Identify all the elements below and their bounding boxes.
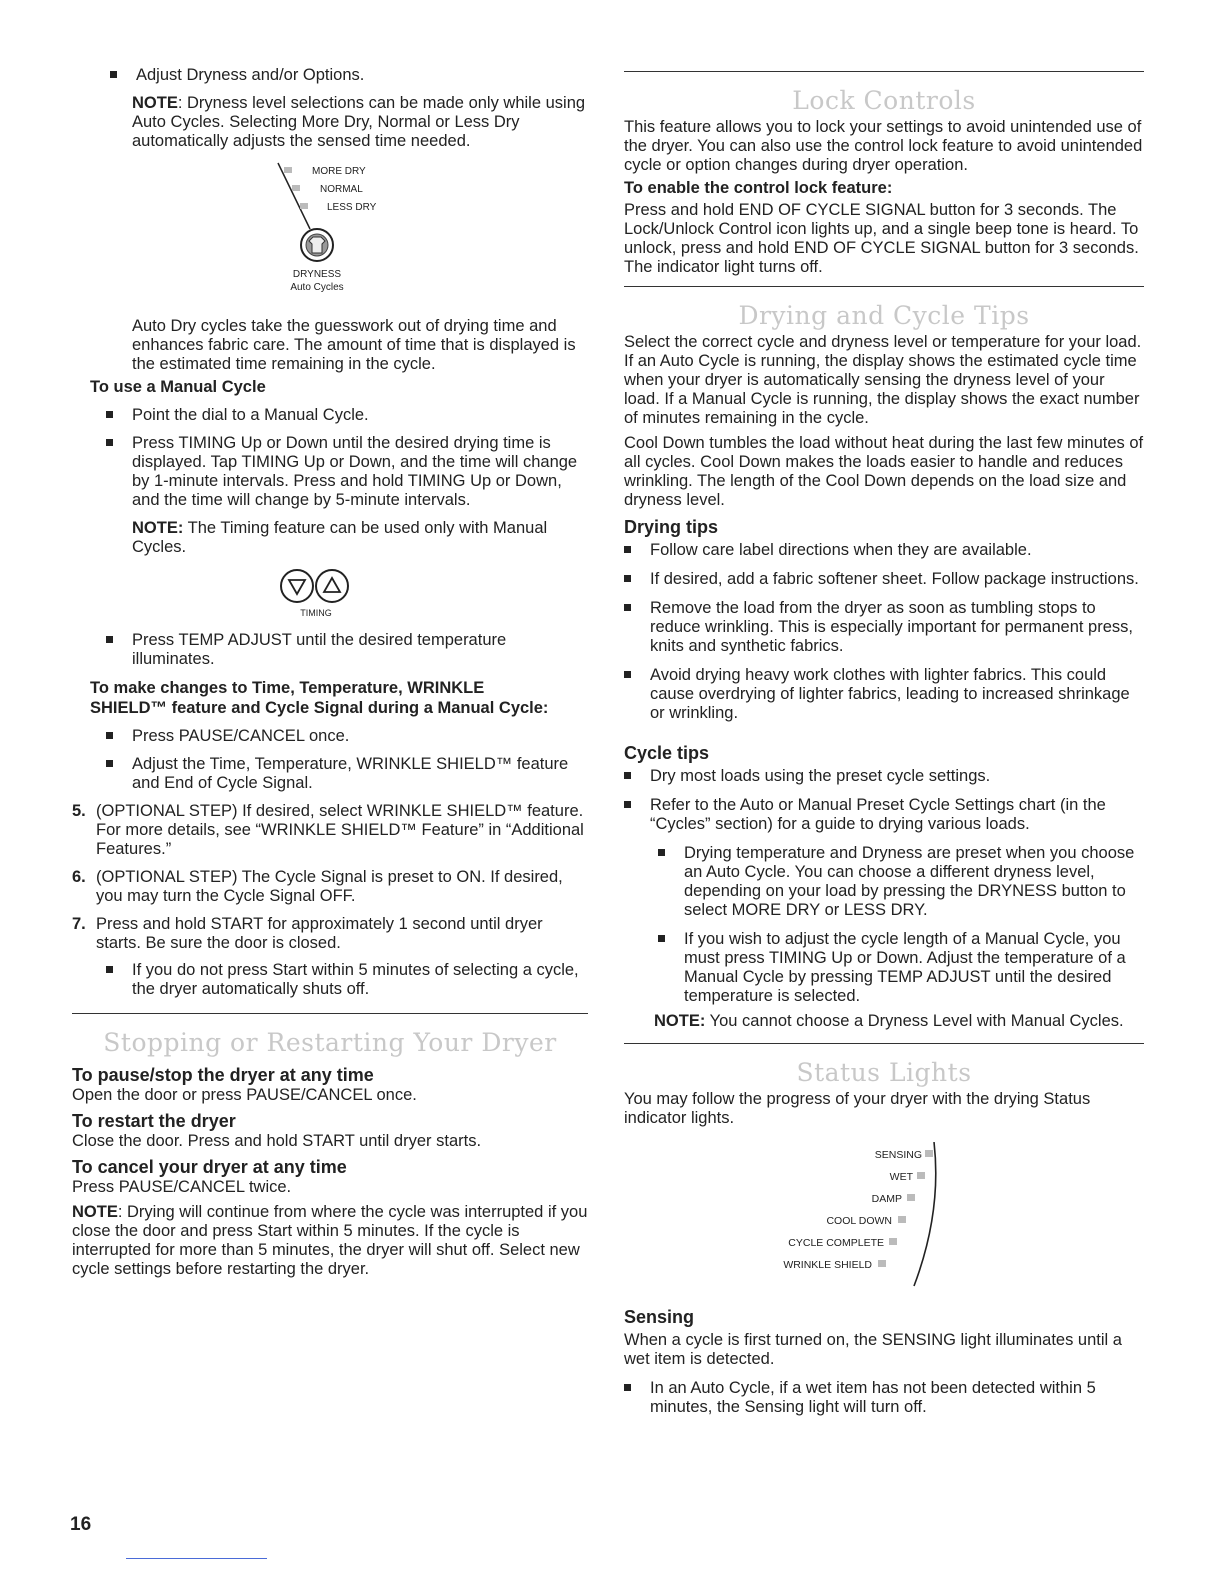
- lock-paragraph: This feature allows you to lock your settings to avoid unintended use of the dryer. You can also use the control lock feature to avoid unintended cycle or option changes during dryer operation.: [624, 118, 1143, 174]
- stop-restart-title: Stopping or Restarting Your Dryer: [103, 1028, 557, 1057]
- section-divider: [72, 1013, 588, 1014]
- level-less-dry: LESS DRY: [327, 202, 377, 213]
- page-number: 16: [70, 1514, 92, 1535]
- note-timing: [132, 519, 590, 557]
- status-sensing: SENSING: [874, 1149, 922, 1161]
- step-text: (OPTIONAL STEP) The Cycle Signal is preset to ON. If desired, you may turn the Cycle Signal OFF.: [96, 868, 563, 905]
- section-divider: [624, 286, 1144, 287]
- adjust-bullet: Adjust Dryness and/or Options.: [110, 66, 590, 85]
- note-text: : Dryness level selections can be made only while using Auto Cycles. Selecting More Dry, Normal or Less Dry automatically adjusts the sensed time needed.: [132, 94, 586, 150]
- more-dry-led: [284, 167, 292, 173]
- lock-controls-title: Lock Controls: [792, 86, 976, 115]
- status-wet: WET: [889, 1171, 913, 1183]
- sensing-bullet: In an Auto Cycle, if a wet item has not been detected within 5 minutes, the Sensing light will turn off.: [624, 1379, 1144, 1417]
- step-text: (OPTIONAL STEP) If desired, select WRINKLE SHIELD™ feature. For more details, see “WRINKLE SHIELD™ Feature” in “Additional Features.”: [96, 802, 584, 858]
- step-number: 5.: [72, 802, 86, 820]
- manual-bullet-2: Press TIMING Up or Down until the desired drying time is displayed. Tap TIMING Up or Down, and the time will change by 1-minute intervals. Press and hold TIMING Up or Down, and the time will change by 5-minute intervals.: [106, 434, 590, 510]
- note-label: NOTE: [72, 1203, 118, 1221]
- status-wrinkle-shield: WRINKLE SHIELD: [783, 1259, 872, 1271]
- section-divider: [624, 1043, 1144, 1044]
- drying-tip-3: Remove the load from the dryer as soon as tumbling stops to reduce wrinkling. This is especially important for permanent press, knits and synthetic fabrics.: [624, 599, 1144, 656]
- step-5: [72, 802, 590, 859]
- status-lights-illustration: [774, 1142, 974, 1290]
- status-lights-title: Status Lights: [796, 1058, 972, 1087]
- note-text: The Timing feature can be used only with Manual Cycles.: [132, 519, 548, 556]
- status-damp: DAMP: [871, 1193, 902, 1205]
- cycle-tips-heading: Cycle tips: [624, 743, 710, 763]
- dryness-control-illustration: [260, 159, 460, 299]
- damp-led: [907, 1194, 915, 1201]
- note-restart: [72, 1203, 592, 1279]
- step-number: 7.: [72, 915, 86, 933]
- step-number: 6.: [72, 868, 86, 886]
- drying-tips-heading: Drying tips: [624, 517, 719, 537]
- changes-bullet-1: Press PAUSE/CANCEL once.: [106, 727, 590, 746]
- note-dryness: [132, 94, 590, 151]
- wet-led: [917, 1172, 925, 1179]
- timing-control-illustration: [280, 567, 380, 623]
- dryness-label: DRYNESS: [292, 269, 342, 280]
- tips-paragraph-2: Cool Down tumbles the load without heat during the last few minutes of all cycles. Cool Down makes the loads easier to handle and reduces wrinkling. The length of the Cool Down depends on the load size and dryness level.: [624, 434, 1144, 509]
- wrinkle-shield-led: [878, 1260, 886, 1267]
- cancel-text: Press PAUSE/CANCEL twice.: [72, 1178, 292, 1196]
- drying-tip-1: Follow care label directions when they are available.: [624, 541, 1144, 560]
- lock-heading: To enable the control lock feature:: [624, 179, 893, 197]
- changes-bullet-2: Adjust the Time, Temperature, WRINKLE SHIELD™ feature and End of Cycle Signal.: [106, 755, 590, 793]
- cool-down-led: [898, 1216, 906, 1223]
- timing-label: TIMING: [300, 608, 332, 618]
- step-7: [72, 915, 590, 953]
- step-text: Press and hold START for approximately 1 second until dryer starts. Be sure the door is closed.: [96, 915, 543, 952]
- note-label: NOTE: [132, 94, 178, 112]
- step-7-bullet: If you do not press Start within 5 minutes of selecting a cycle, the dryer automatically shuts off.: [106, 961, 590, 999]
- normal-led: [292, 185, 300, 191]
- pause-heading: To pause/stop the dryer at any time: [72, 1065, 374, 1085]
- timing-down-icon: [281, 570, 313, 602]
- dryness-figure: [260, 159, 590, 299]
- drying-tip-2: If desired, add a fabric softener sheet. Follow package instructions.: [624, 570, 1144, 589]
- level-normal: NORMAL: [320, 184, 363, 195]
- drying-tips-title: Drying and Cycle Tips: [738, 301, 1030, 330]
- note-text: You cannot choose a Dryness Level with Manual Cycles.: [705, 1012, 1124, 1030]
- cycle-tip-2b: If you wish to adjust the cycle length of a Manual Cycle, you must press TIMING Up or Down. Adjust the temperature of a Manual Cycle by pressing TEMP ADJUST until the desired temperature is selected.: [658, 930, 1144, 1006]
- auto-cycles-label: Auto Cycles: [290, 282, 344, 293]
- cancel-heading: To cancel your dryer at any time: [72, 1157, 347, 1177]
- status-cool-down: COOL DOWN: [826, 1215, 892, 1227]
- timing-figure: [280, 567, 590, 623]
- cycle-tip-2: Refer to the Auto or Manual Preset Cycle Settings chart (in the “Cycles” section) for a guide to drying various loads.: [624, 796, 1144, 834]
- cycle-tip-1: Dry most loads using the preset cycle settings.: [624, 767, 1144, 786]
- manual-bullet-1: Point the dial to a Manual Cycle.: [106, 406, 590, 425]
- note-text: : Drying will continue from where the cycle was interrupted if you close the door and press Start within 5 minutes. If the cycle is interrupted for more than 5 minutes, the dryer will shut off. Select new cycle settings before restarting the dryer.: [72, 1203, 588, 1278]
- left-column: [72, 62, 590, 1279]
- changes-heading: To make changes to Time, Temperature, WRINKLE SHIELD™ feature and Cycle Signal during a Manual Cycle:: [90, 679, 549, 717]
- note-dryness-manual: [654, 1012, 1144, 1031]
- manual-cycle-heading: To use a Manual Cycle: [90, 378, 266, 396]
- restart-heading: To restart the dryer: [72, 1111, 236, 1131]
- sensing-led: [925, 1150, 933, 1157]
- lock-text: Press and hold END OF CYCLE SIGNAL button for 3 seconds. The Lock/Unlock Control icon lights up, and a single beep tone is heard. To unlock, press and hold END OF CYCLE SIGNAL button for 3 seconds. The indicator light turns off.: [624, 201, 1139, 276]
- manual-bullet-3: Press TEMP ADJUST until the desired temperature illuminates.: [106, 631, 590, 669]
- section-divider: [624, 71, 1144, 72]
- note-label: NOTE:: [654, 1012, 706, 1030]
- status-paragraph: You may follow the progress of your dryer with the drying Status indicator lights.: [624, 1090, 1091, 1127]
- step-6: [72, 868, 590, 906]
- note-label: NOTE:: [132, 519, 184, 537]
- sensing-text: When a cycle is first turned on, the SENSING light illuminates until a wet item is detected.: [624, 1331, 1122, 1368]
- right-column: [624, 62, 1144, 1417]
- status-lights-figure: [774, 1142, 1144, 1290]
- status-cycle-complete: CYCLE COMPLETE: [788, 1237, 884, 1249]
- restart-text: Close the door. Press and hold START until dryer starts.: [72, 1132, 482, 1150]
- cycle-complete-led: [889, 1238, 897, 1245]
- sensing-heading: Sensing: [624, 1307, 695, 1327]
- level-more-dry: MORE DRY: [312, 166, 366, 177]
- pause-text: Open the door or press PAUSE/CANCEL once.: [72, 1086, 417, 1104]
- auto-dry-paragraph: Auto Dry cycles take the guesswork out of drying time and enhances fabric care. The amount of time that is displayed is the estimated time remaining in the cycle.: [132, 317, 576, 373]
- less-dry-led: [300, 203, 308, 209]
- tips-paragraph-1: Select the correct cycle and dryness level or temperature for your load. If an Auto Cycle is running, the display shows the estimated cycle time when your dryer is automatically sensing the dryness level of your load. If a Manual Cycle is running, the display shows the exact number of minutes remaining in the cycle.: [624, 333, 1142, 427]
- drying-tip-4: Avoid drying heavy work clothes with lighter fabrics. This could cause overdrying of lighter fabrics, leading to increased shrinkage or wrinkling.: [624, 666, 1144, 723]
- footer-rule: [126, 1558, 267, 1559]
- cycle-tip-2a: Drying temperature and Dryness are preset when you choose an Auto Cycle. You can choose a different dryness level, depending on your load by pressing the DRYNESS button to select MORE DRY or LESS DRY.: [658, 844, 1144, 920]
- timing-up-icon: [316, 570, 348, 602]
